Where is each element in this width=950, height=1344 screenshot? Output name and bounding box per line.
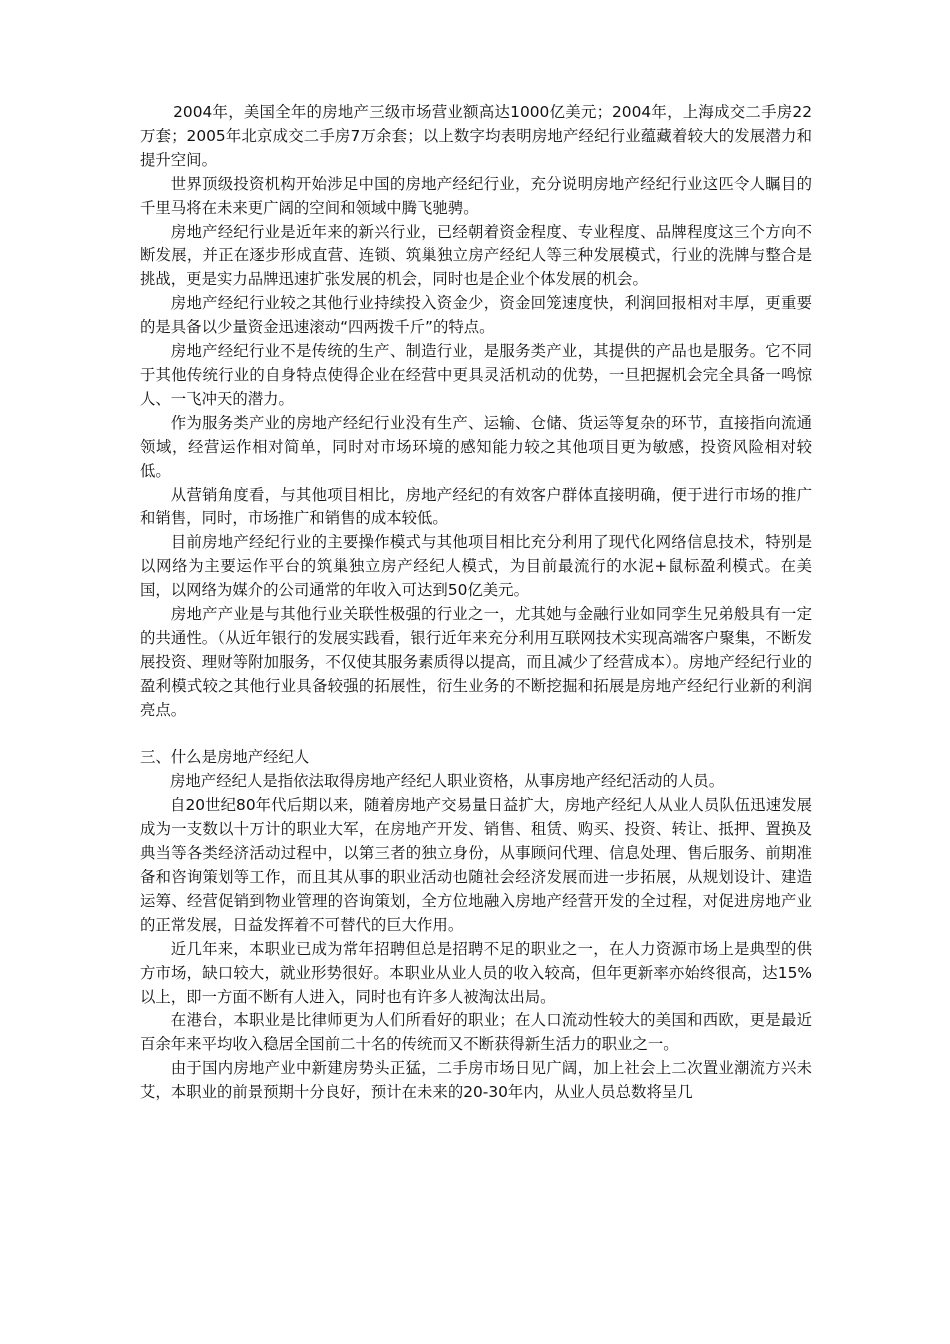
paragraph-industry-relevance: 房地产产业是与其他行业关联性极强的行业之一，尤其她与金融行业如同孪生兄弟般具有一定的共通性。（从近年银行的发展实践看，银行近年来充分利用互联网技术实现高端客户聚集，不断发展投资、理财等附加服务，不仅使其服务素质得以提高，而且减少了经营成本）。房地产经纪行业的盈利模式较之其他行业具备较强的拓展性，衍生业务的不断挖掘和拓展是房地产经纪行业新的利润亮点。 — [140, 605, 812, 719]
paragraph-capital-advantage: 房地产经纪行业较之其他行业持续投入资金少，资金回笼速度快，利润回报相对丰厚，更重要的是具备以少量资金迅速滚动“四两拨千斤”的特点。 — [140, 294, 812, 337]
paragraph-investment-institutions: 世界顶级投资机构开始涉足中国的房地产经纪行业，充分说明房地产经纪行业这匹令人瞩目的千里马将在未来更广阔的空间和领域中腾飞驰骋。 — [140, 174, 812, 217]
document-body — [140, 101, 812, 1105]
paragraph-hk-taiwan: 在港台，本职业是比律师更为人们所看好的职业；在人口流动性较大的美国和西欧，更是最近百余年来平均收入稳居全国前二十名的传统而又不断获得新生活力的职业之一。 — [140, 1011, 812, 1054]
paragraph-outlook: 由于国内房地产业中新建房势头正猛，二手房市场日见广阔，加上社会上二次置业潮流方兴未艾，本职业的前景预期十分良好，预计在未来的20-30年内，从业人员总数将呈几 — [140, 1059, 812, 1102]
section-heading: 三、什么是房地产经纪人 — [140, 748, 310, 767]
paragraph-network-model: 目前房地产经纪行业的主要操作模式与其他项目相比充分利用了现代化网络信息技术，特别是以网络为主要运作平台的筑巢独立房产经纪人模式，为目前最流行的水泥+鼠标盈利模式。在美国，以网络为媒介的公司通常的年收入可达到50亿美元。 — [140, 533, 812, 600]
paragraph-emerging-industry: 房地产经纪行业是近年来的新兴行业，已经朝着资金程度、专业程度、品牌程度这三个方向不断发展，并正在逐步形成直营、连锁、筑巢独立房产经纪人等三种发展模式，行业的洗牌与整合是挑战，更是实力品牌迅速扩张发展的机会，同时也是企业个体发展的机会。 — [140, 222, 812, 289]
paragraph-definition: 房地产经纪人是指依法取得房地产经纪人职业资格，从事房地产经纪活动的人员。 — [170, 772, 725, 791]
paragraph-recruitment: 近几年来，本职业已成为常年招聘但总是招聘不足的职业之一，在人力资源市场上是典型的供方市场，缺口较大，就业形势很好。本职业从业人员的收入较高，但年更新率亦始终很高，达15%以上，即一方面不断有人进入，同时也有许多人被淘汰出局。 — [140, 939, 812, 1006]
paragraph-service-industry: 房地产经纪行业不是传统的生产、制造行业，是服务类产业，其提供的产品也是服务。它不同于其他传统行业的自身特点使得企业在经营中更具灵活机动的优势，一旦把握机会完全具备一鸣惊人、一飞冲天的潜力。 — [140, 342, 812, 408]
paragraph-history: 自20世纪80年代后期以来，随着房地产交易量日益扩大，房地产经纪人从业人员队伍迅速发展成为一支数以十万计的职业大军，在房地产开发、销售、租赁、购买、投资、转让、抵押、置换及典当等各类经济活动过程中，以第三者的独立身份，从事顾问代理、信息处理、售后服务、前期准备和咨询策划等工作，而且其从事的职业活动也随社会经济发展而进一步拓展，从规划设计、建造运筹、经营促销到物业管理的咨询策划，全方位地融入房地产经营开发的全过程，对促进房地产业的正常发展，日益发挥着不可替代的巨大作用。 — [140, 796, 812, 934]
blank-line — [140, 723, 812, 747]
paragraph-market-figures: 2004年，美国全年的房地产三级市场营业额高达1000亿美元；2004年，上海成交二手房22万套；2005年北京成交二手房7万余套；以上数字均表明房地产经纪行业蕴藏着较大的发展潜力和提升空间。 — [140, 103, 812, 169]
paragraph-circulation-field: 作为服务类产业的房地产经纪行业没有生产、运输、仓储、货运等复杂的环节，直接指向流通领域，经营运作相对简单，同时对市场环境的感知能力较之其他项目更为敏感，投资风险相对较低。 — [140, 413, 812, 480]
paragraph-marketing-angle: 从营销角度看，与其他项目相比，房地产经纪的有效客户群体直接明确，便于进行市场的推广和销售，同时，市场推广和销售的成本较低。 — [140, 485, 812, 528]
